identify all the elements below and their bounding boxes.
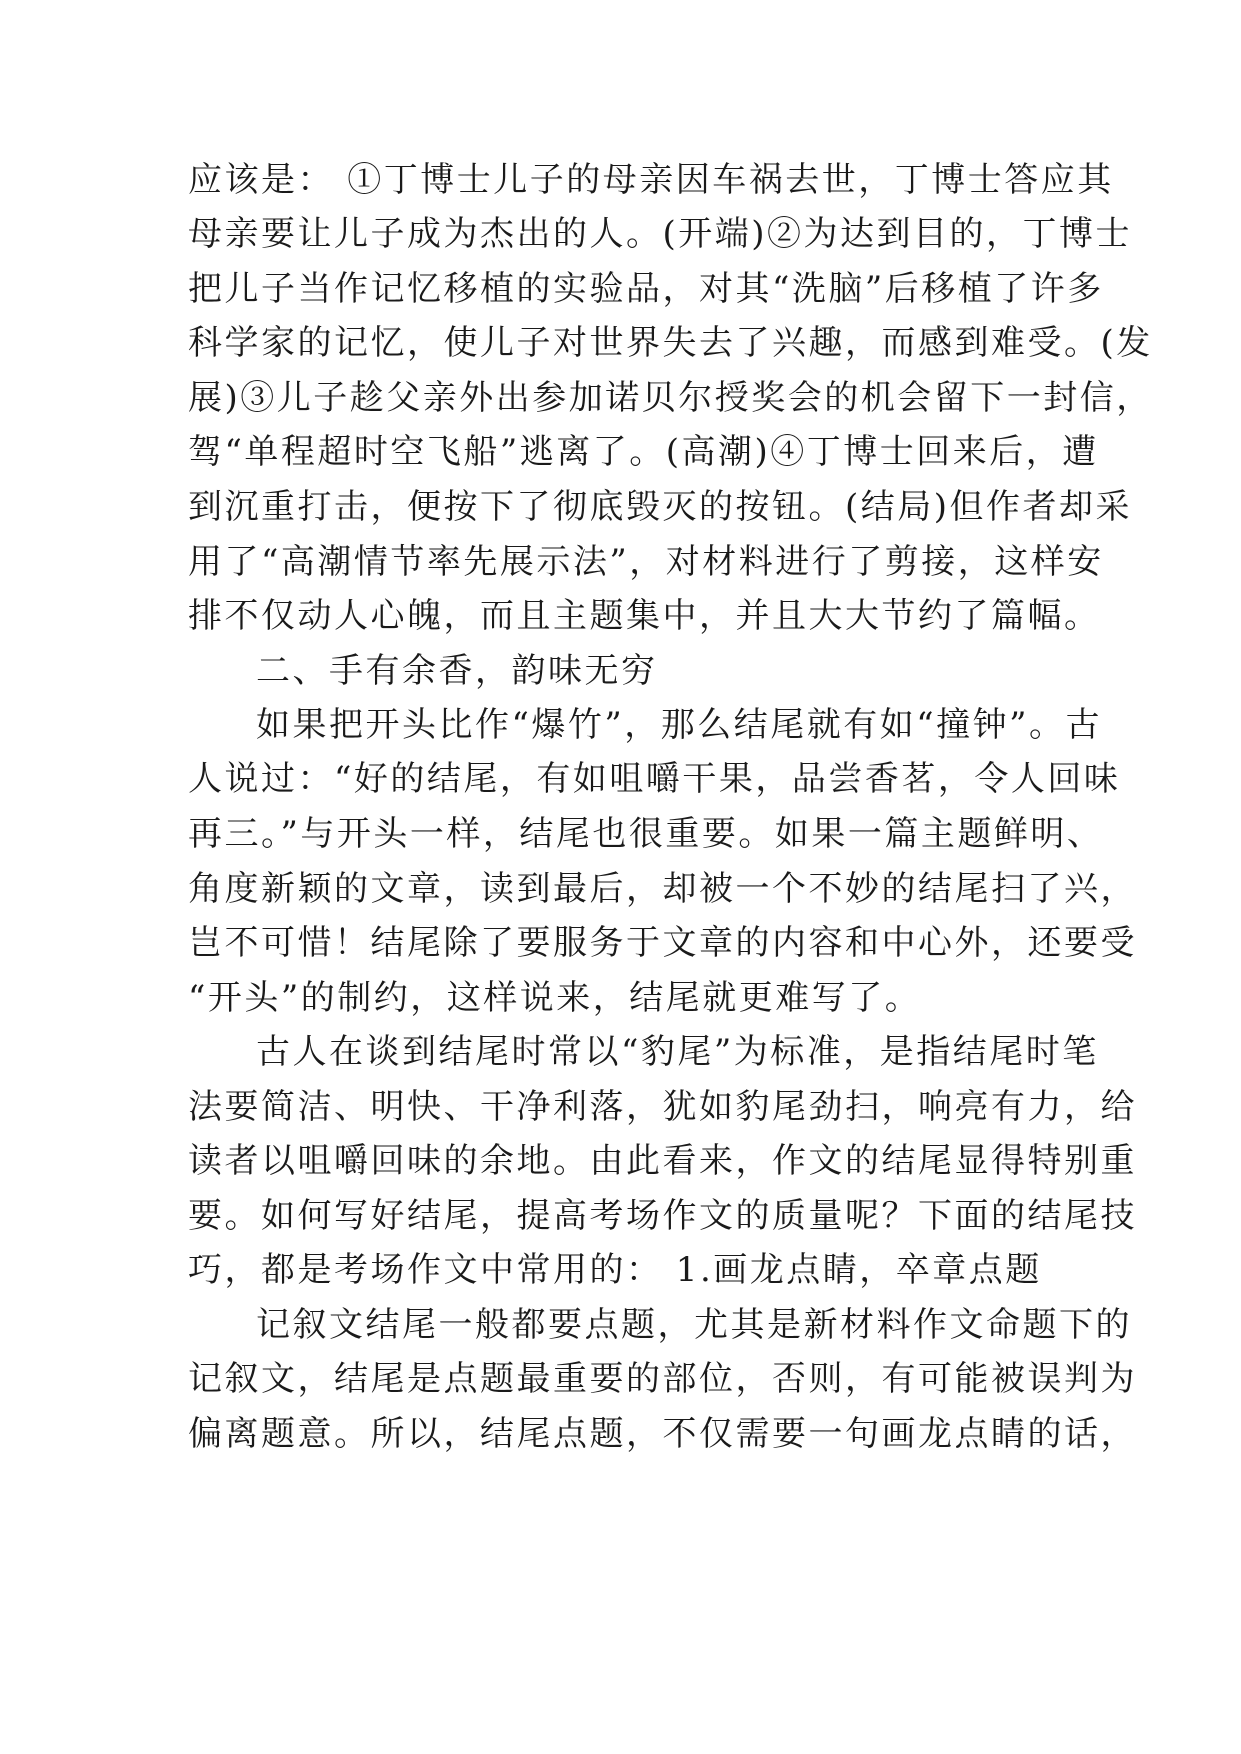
text-line: 要。如何写好结尾，提高考场作文的质量呢？下面的结尾技 — [188, 1196, 1137, 1236]
text-line: 古人在谈到结尾时常以“豹尾”为标准，是指结尾时笔 — [256, 1032, 1099, 1072]
text-line: 记叙文结尾一般都要点题，尤其是新材料作文命题下的 — [256, 1305, 1132, 1345]
text-line: 驾“单程超时空飞船”逃离了。(高潮)④丁博士回来后，遭 — [188, 432, 1099, 472]
text-line: 把儿子当作记忆移植的实验品，对其“洗脑”后移植了许多 — [188, 269, 1104, 309]
text-line: 应该是： ①丁博士儿子的母亲因车祸去世，丁博士答应其 — [188, 160, 1114, 200]
text-line: 岂不可惜！结尾除了要服务于文章的内容和中心外，还要受 — [188, 923, 1137, 963]
text-line: 再三。”与开头一样，结尾也很重要。如果一篇主题鲜明、 — [188, 814, 1104, 854]
text-line: 到沉重打击，便按下了彻底毁灭的按钮。(结局)但作者却采 — [188, 487, 1133, 527]
text-line: 巧，都是考场作文中常用的： 1.画龙点睛，卒章点题 — [188, 1250, 1042, 1290]
text-line: 记叙文，结尾是点题最重要的部位，否则，有可能被误判为 — [188, 1359, 1137, 1399]
text-line: 人说过：“好的结尾，有如咀嚼干果，品尝香茗，令人回味 — [188, 759, 1121, 799]
text-line: “开头”的制约，这样说来，结尾就更难写了。 — [188, 978, 922, 1018]
text-line: 法要简洁、明快、干净利落，犹如豹尾劲扫，响亮有力，给 — [188, 1087, 1137, 1127]
text-line: 偏离题意。所以，结尾点题，不仅需要一句画龙点睛的话， — [188, 1414, 1137, 1454]
text-line: 如果把开头比作“爆竹”，那么结尾就有如“撞钟”。古 — [256, 705, 1103, 745]
text-line: 排不仅动人心魄，而且主题集中，并且大大节约了篇幅。 — [188, 596, 1101, 636]
text-line: 科学家的记忆，使儿子对世界失去了兴趣，而感到难受。(发 — [188, 323, 1153, 363]
text-line: 展)③儿子趁父亲外出参加诺贝尔授奖会的机会留下一封信， — [188, 378, 1153, 418]
text-line: 角度新颖的文章，读到最后，却被一个不妙的结尾扫了兴， — [188, 869, 1137, 909]
text-line: 母亲要让儿子成为杰出的人。(开端)②为达到目的，丁博士 — [188, 214, 1133, 254]
text-line: 读者以咀嚼回味的余地。由此看来，作文的结尾显得特别重 — [188, 1141, 1137, 1181]
text-line: 用了“高潮情节率先展示法”，对材料进行了剪接，这样安 — [188, 542, 1104, 582]
section-heading: 二、手有余香，韵味无穷 — [256, 651, 658, 691]
